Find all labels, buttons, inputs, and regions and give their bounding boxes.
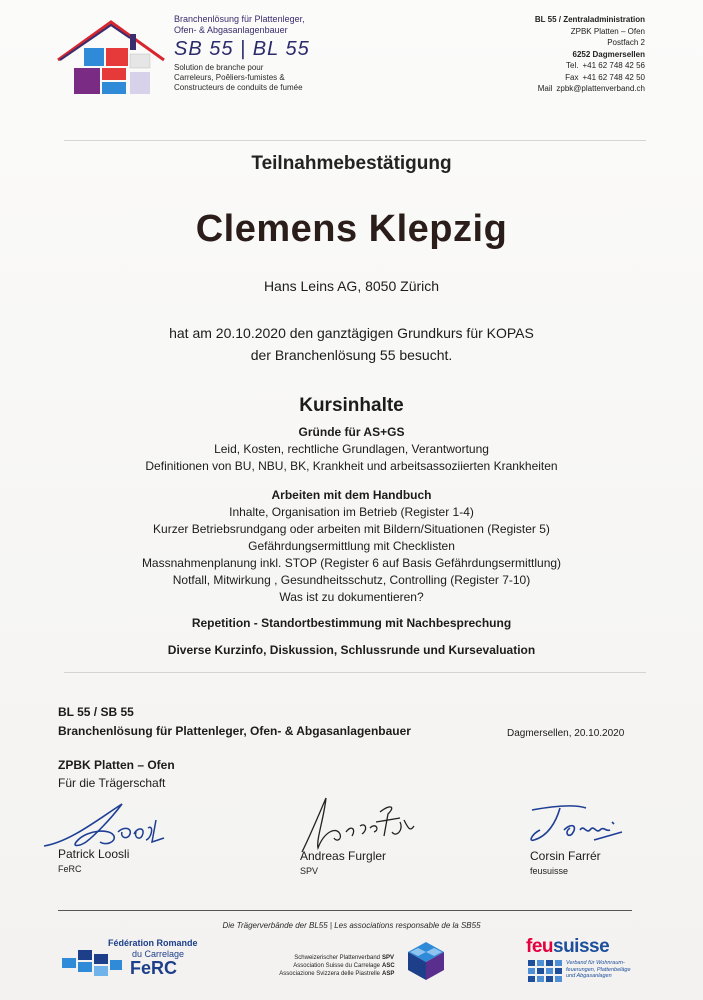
signatory-org: SPV — [300, 866, 319, 876]
fax-label: Fax — [565, 72, 579, 82]
feu-part1: feu — [526, 936, 553, 957]
section-handbuch — [0, 487, 703, 606]
spv-text-block — [272, 954, 398, 978]
certificate-title: Teilnahmebestätigung — [251, 153, 452, 174]
section-handbuch-line: Kurzer Betriebsrundgang oder arbeiten mit Bildern/Situationen (Register 5) — [153, 522, 550, 536]
issue-date: Dagmersellen, 20.10.2020 — [507, 728, 625, 739]
participant-name: Clemens Klepzig — [195, 208, 508, 250]
signatory-furgler — [300, 849, 386, 876]
feusuisse-subtitle — [566, 960, 631, 980]
ferc-line1: Fédération Romande — [108, 938, 198, 948]
section-handbuch-line: Notfall, Mitwirkung , Gesundheitsschutz, Controlling (Register 7-10) — [172, 573, 531, 587]
footer-bl-code: BL 55 / SB 55 — [58, 705, 134, 719]
bl55-logo-icon — [56, 14, 172, 100]
signatory-loosli — [58, 847, 129, 874]
participant-company: Hans Leins AG, 8050 Zürich — [263, 278, 440, 294]
section-gruende-line: Definitionen von BU, NBU, BK, Krankheit und arbeitsassoziierten Krankheiten — [145, 459, 558, 473]
zpbk-name: ZPBK Platten – Ofen — [58, 758, 175, 772]
signatory-name: Corsin Farrér — [530, 849, 601, 863]
header-admin: BL 55 / Zentraladministration — [534, 15, 645, 24]
spv-line — [272, 970, 398, 978]
section-handbuch-line: Was ist zu dokumentieren? — [279, 590, 424, 604]
signature-farrer-icon — [524, 800, 628, 848]
header-tel — [535, 60, 645, 72]
feusuisse-grid-icon — [528, 960, 562, 982]
signature-loosli-icon — [40, 798, 170, 854]
spv-tag: SPV — [382, 955, 395, 961]
feu-sub-line: feuerungen, Plattenbeläge — [566, 966, 631, 973]
header-city: 6252 Dagmersellen — [572, 49, 645, 59]
feu-sub-line: und Abgasanlagen — [566, 973, 612, 979]
footer-zpbk — [58, 756, 175, 792]
feusuisse-wordmark — [526, 936, 636, 958]
ferc-line3: FeRC — [130, 958, 178, 978]
attendance-line1: hat am 20.10.2020 den ganztägigen Grundkurs für KOPAS — [169, 325, 534, 341]
feu-sub-line: Verband für Wohnraum- — [566, 960, 625, 966]
diverse-line: Diverse Kurzinfo, Diskussion, Schlussrunde und Kursevaluation — [167, 643, 536, 657]
spv-tag: ASP — [382, 971, 395, 977]
footer-branch — [58, 703, 411, 741]
tel-label: Tel. — [566, 61, 579, 70]
header-left-line2: Ofen- & Abgasanlagenbauer — [174, 25, 288, 35]
footer-bl-name: Branchenlösung für Plattenleger, Ofen- & Abgasanlagenbauer — [58, 724, 411, 738]
spv-cube-icon — [404, 940, 448, 982]
zpbk-role: Für die Trägerschaft — [58, 776, 166, 790]
mail-label: Mail — [537, 84, 553, 93]
header-contact-block — [535, 14, 645, 95]
section-gruende-line: Leid, Kosten, rechtliche Grundlagen, Verantwortung — [214, 442, 489, 456]
section-handbuch-line: Inhalte, Organisation im Betrieb (Register 1-4) — [229, 505, 474, 519]
ferc-logo — [62, 938, 202, 982]
attendance-sentence — [0, 322, 703, 366]
frame-top-line — [64, 140, 646, 141]
footer-separator — [58, 910, 632, 911]
feu-part2: suisse — [553, 936, 610, 957]
header-mail — [535, 83, 645, 95]
header-fax — [535, 72, 645, 84]
header-fr-line3: Constructeurs de conduits de fumée — [174, 83, 303, 92]
header-org: ZPBK Platten – Ofen — [570, 26, 645, 36]
fax-value: +41 62 748 42 50 — [582, 72, 645, 82]
signatory-farrer — [530, 849, 601, 876]
signatory-name: Patrick Loosli — [58, 847, 130, 861]
spv-line-text: Schweizerischer Plattenverband — [294, 955, 380, 961]
attendance-line2: der Branchenlösung 55 besucht. — [250, 347, 453, 363]
signatory-org: feusuisse — [530, 866, 569, 876]
tel-value: +41 62 748 42 56 — [582, 61, 645, 70]
header-postbox: Postfach 2 — [607, 38, 645, 47]
section-handbuch-line: Massnahmenplanung inkl. STOP (Register 6 auf Basis Gefährdungsermittlung) — [141, 556, 562, 570]
section-gruende — [0, 424, 703, 475]
header-fr-line2: Carreleurs, Poêliers-fumistes & — [174, 73, 285, 82]
spv-line — [272, 962, 398, 970]
header-left-line1: Branchenlösung für Plattenleger, — [174, 14, 305, 24]
signatory-org: FeRC — [58, 864, 82, 874]
section-handbuch-title: Arbeiten mit dem Handbuch — [271, 488, 432, 502]
sb-bl-title: SB 55 | BL 55 — [174, 38, 310, 60]
signature-furgler-icon — [296, 792, 416, 856]
ferc-line2: du Carrelage — [132, 949, 185, 959]
spv-line-text: Association Suisse du Carrelage — [293, 963, 380, 969]
header-branch-block — [174, 14, 404, 93]
associations-caption: Die Trägerverbände der BL55 | Les associations responsable de la SB55 — [222, 921, 481, 930]
ferc-tiles-icon — [62, 944, 126, 980]
spv-line-text: Associazione Svizzera delle Piastrelle — [279, 971, 380, 977]
kursinhalte-heading: Kursinhalte — [299, 395, 404, 416]
frame-bottom-line — [64, 672, 646, 673]
spv-line — [272, 954, 398, 962]
header-fr-line1: Solution de branche pour — [174, 63, 264, 72]
section-handbuch-line: Gefährdungsermittlung mit Checklisten — [248, 539, 455, 553]
spv-tag: ASC — [382, 963, 395, 969]
signatory-name: Andreas Furgler — [300, 849, 387, 863]
mail-value: zpbk@plattenverband.ch — [556, 84, 645, 93]
feusuisse-logo — [526, 936, 636, 986]
section-gruende-title: Gründe für AS+GS — [298, 425, 405, 439]
repetition-line: Repetition - Standortbestimmung mit Nachbesprechung — [191, 616, 512, 630]
